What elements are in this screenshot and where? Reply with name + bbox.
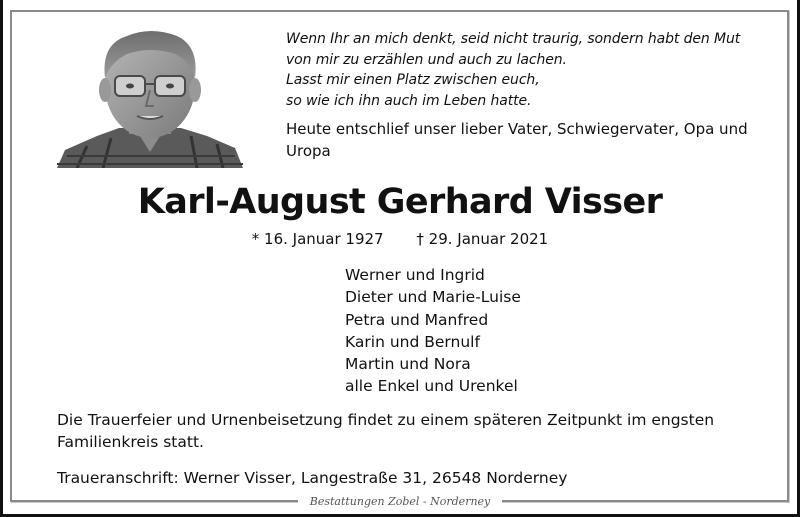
ceremony-notice: Die Trauerfeier und Urnenbeisetzung findet zu einem späteren Zeitpunkt im engsten Familienkreis statt. [57, 411, 715, 451]
family-member: Dieter und Marie-Luise [345, 288, 521, 307]
deceased-name: Karl-August Gerhard Visser [137, 182, 663, 222]
portrait-photo [57, 28, 243, 168]
family-member: alle Enkel und Urenkel [345, 377, 518, 396]
poem-line: Lasst mir einen Platz zwischen euch, [286, 72, 540, 88]
family-member: Werner und Ingrid [345, 266, 485, 284]
life-dates [0, 228, 800, 250]
mourning-address: Traueranschrift: Werner Visser, Langestraße 31, 26548 Norderney [57, 469, 568, 487]
family-member: Karin und Bernulf [345, 332, 480, 351]
family-member: Martin und Nora [345, 355, 471, 374]
funeral-home-credit: Bestattungen Zobel - Norderney [298, 493, 503, 511]
birth-date: * 16. Januar 1927 [251, 230, 384, 248]
intro-text: Heute entschlief unser lieber Vater, Schwiegervater, Opa und Uropa [286, 120, 748, 160]
poem-line: Wenn Ihr an mich denkt, seid nicht traurig, sondern habt den Mut [286, 31, 741, 47]
family-member: Petra und Manfred [345, 310, 489, 329]
poem-line: so wie ich ihn auch im Leben hatte. [286, 92, 532, 109]
poem [286, 29, 740, 111]
footer [0, 490, 800, 511]
death-date: † 29. Januar 2021 [416, 230, 549, 248]
poem-line: von mir zu erzählen und auch zu lachen. [286, 51, 567, 68]
family-list [345, 264, 521, 398]
